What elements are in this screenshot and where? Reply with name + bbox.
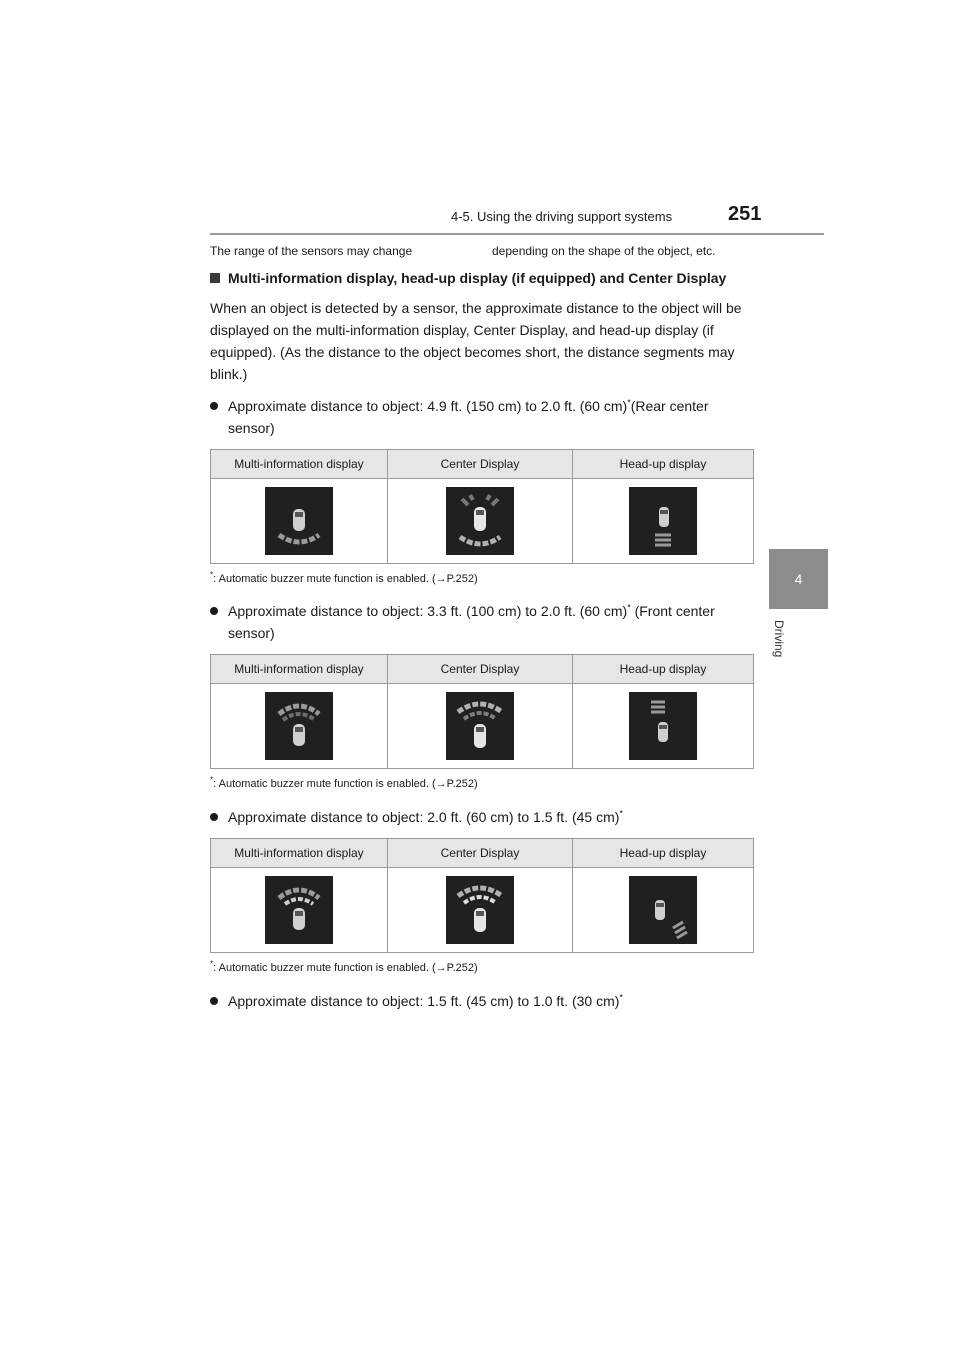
section-heading	[210, 270, 726, 286]
header-multi-info: Multi-information display	[211, 839, 388, 868]
footnote-mark: *	[210, 775, 214, 785]
header-head-up: Head-up display	[573, 655, 754, 684]
bullet-text: Approximate distance to object: 1.5 ft. (45 cm) to 1.0 ft. (30 cm)	[228, 993, 620, 1009]
bullet-text: Approximate distance to object: 4.9 ft. (150 cm) to 2.0 ft. (60 cm)	[228, 398, 628, 414]
bullet-suffix: (Front center sensor)	[228, 603, 715, 641]
bullet-dot-icon	[210, 997, 218, 1005]
footnote-1	[210, 570, 478, 585]
footnote-mark: *	[619, 992, 623, 1003]
mid-front-center-image	[265, 692, 333, 760]
bullet-45-30	[210, 990, 750, 1012]
display-table-front-center	[210, 654, 754, 769]
header-center-display: Center Display	[388, 839, 573, 868]
header-center-display: Center Display	[388, 655, 573, 684]
header-head-up: Head-up display	[573, 450, 754, 479]
top-note	[210, 244, 716, 258]
bullet-dot-icon	[210, 607, 218, 615]
footnote-mark: *	[210, 959, 214, 969]
footnote-3	[210, 959, 478, 974]
hud-60-45-image	[629, 876, 697, 944]
header-multi-info: Multi-information display	[211, 450, 388, 479]
header-center-display: Center Display	[388, 450, 573, 479]
center-display-rear-center-image	[446, 487, 514, 555]
center-display-front-center-image	[446, 692, 514, 760]
mid-60-45-image	[265, 876, 333, 944]
bullet-60-45	[210, 806, 750, 828]
chapter-tab	[769, 549, 828, 609]
bullet-dot-icon	[210, 402, 218, 410]
bullet-suffix: (Rear center sensor)	[228, 398, 709, 436]
bullet-front-center	[210, 600, 750, 644]
running-header-section: 4-5. Using the driving support systems	[451, 209, 673, 224]
square-bullet-icon	[210, 273, 220, 283]
chapter-label: Driving	[772, 620, 786, 658]
footnote-text: : Automatic buzzer mute function is enabled. (→P.252)	[213, 573, 478, 585]
bullet-text: Approximate distance to object: 3.3 ft. (100 cm) to 2.0 ft. (60 cm)	[228, 603, 628, 619]
center-display-60-45-image	[446, 876, 514, 944]
header-multi-info: Multi-information display	[211, 655, 388, 684]
header-rule	[210, 233, 824, 235]
page-number: 251	[728, 203, 762, 225]
header-head-up: Head-up display	[573, 839, 754, 868]
footnote-2	[210, 775, 478, 790]
footnote-text: : Automatic buzzer mute function is enabled. (→P.252)	[213, 778, 478, 790]
hud-rear-center-image	[629, 487, 697, 555]
display-table-60-45	[210, 838, 754, 953]
hud-front-center-image	[629, 692, 697, 760]
top-note-left: The range of the sensors may change	[210, 244, 413, 258]
bullet-text: Approximate distance to object: 2.0 ft. (60 cm) to 1.5 ft. (45 cm)	[228, 809, 620, 825]
chapter-number: 4	[794, 571, 803, 587]
footnote-mark: *	[627, 602, 631, 613]
display-table-rear-center	[210, 449, 754, 564]
top-note-right: depending on the shape of the object, etc.	[492, 244, 716, 258]
section-heading-text: Multi-information display, head-up display (if equipped) and Center Display	[228, 270, 727, 286]
footnote-text: : Automatic buzzer mute function is enabled. (→P.252)	[213, 962, 478, 974]
footnote-mark: *	[627, 397, 631, 408]
bullet-dot-icon	[210, 813, 218, 821]
footnote-mark: *	[210, 570, 214, 580]
bullet-rear-center	[210, 395, 750, 439]
mid-rear-center-image	[265, 487, 333, 555]
footnote-mark: *	[619, 808, 623, 819]
intro-paragraph: When an object is detected by a sensor, the approximate distance to the object will be displayed on the multi-information display, Center Display, and head-up display (if equipped). (As the distance to the object becomes short, the distance segments may blink.)	[210, 300, 742, 382]
